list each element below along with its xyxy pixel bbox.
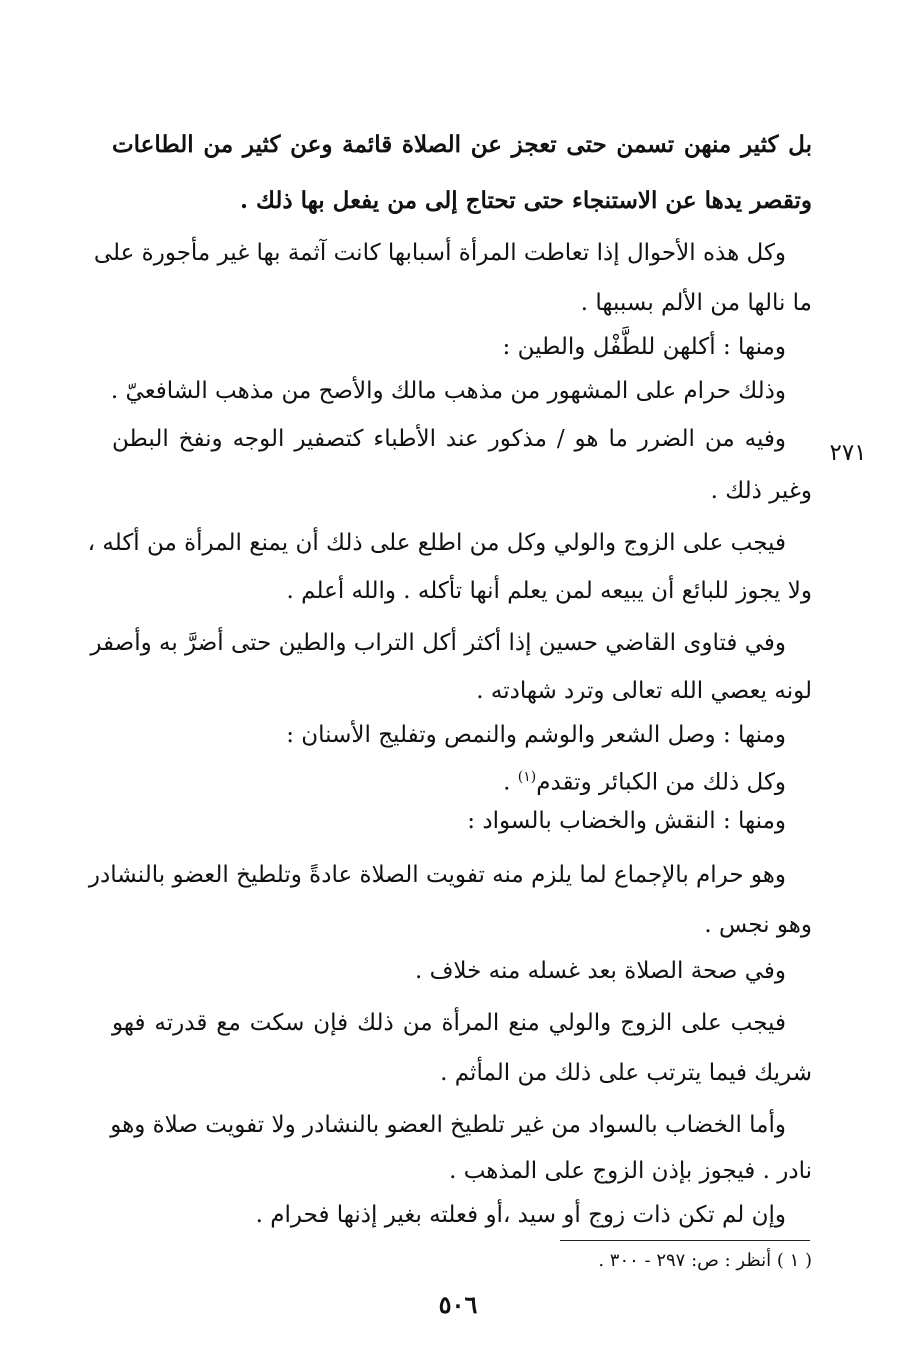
text-line: وفيه من الضرر ما هو / مذكور عند الأطباء كتصفير الوجه ونفخ البطن [112, 426, 786, 452]
text-line: ومنها : النقش والخضاب بالسواد : [467, 808, 786, 834]
text-line: فيجب على الزوج والولي منع المرأة من ذلك فإن سكت مع قدرته فهو [112, 1010, 786, 1036]
margin-page-reference: ٢٧١ [829, 440, 867, 466]
page-number: ٥٠٦ [438, 1290, 478, 1319]
text-line: وهو حرام بالإجماع لما يلزم منه تفويت الصلاة عادةً وتلطيخ العضو بالنشادر [88, 862, 786, 888]
text-line: وأما الخضاب بالسواد من غير تلطيخ العضو بالنشادر ولا تفويت صلاة وهو [110, 1112, 786, 1138]
text-line: ومنها : أكلهن للطَّفْل والطين : [502, 334, 786, 360]
text-line: وذلك حرام على المشهور من مذهب مالك والأصح من مذهب الشافعيّ . [110, 378, 786, 404]
text-line: لونه يعصي الله تعالى وترد شهادته . [476, 678, 812, 704]
text-line: فيجب على الزوج والولي وكل من اطلع على ذلك أن يمنع المرأة من أكله ، [87, 530, 786, 556]
text-line: وفي صحة الصلاة بعد غسله منه خلاف . [414, 958, 786, 984]
text-line: وتقصر يدها عن الاستنجاء حتى تحتاج إلى من يفعل بها ذلك . [239, 187, 812, 214]
text-line-content: وكل ذلك من الكبائر وتقدم [536, 769, 786, 796]
text-line: ولا يجوز للبائع أن يبيعه لمن يعلم أنها تأكله . والله أعلم . [286, 578, 812, 604]
text-line: وكل هذه الأحوال إذا تعاطت المرأة أسبابها كانت آثمة بها غير مأجورة على [93, 240, 786, 266]
text-line: نادر . فيجوز بإذن الزوج على المذهب . [449, 1158, 812, 1184]
footnote: ( ١ ) أنظر : ص: ٢٩٧ - ٣٠٠ . [598, 1250, 812, 1271]
text-line: وإن لم تكن ذات زوج أو سيد ،أو فعلته بغير إذنها فحرام . [255, 1202, 786, 1228]
text-line: وهو نجس . [704, 912, 812, 938]
text-line: وغير ذلك . [710, 478, 812, 504]
footnote-marker: (١) [517, 769, 537, 785]
footnote-separator [560, 1240, 810, 1241]
text-line: شريك فيما يترتب على ذلك من المأثم . [440, 1060, 812, 1086]
text-line: وفي فتاوى القاضي حسين إذا أكثر أكل التراب والطين حتى أضرَّ به وأصفر [90, 630, 786, 656]
text-line: بل كثير منهن تسمن حتى تعجز عن الصلاة قائمة وعن كثير من الطاعات [112, 131, 812, 158]
text-line: وكل ذلك من الكبائر وتقدم$^{(١)}$ . [503, 769, 786, 796]
text-line: ما نالها من الألم بسببها . [580, 290, 812, 316]
text-line: ومنها : وصل الشعر والوشم والنمص وتفليج الأسنان : [286, 722, 786, 748]
